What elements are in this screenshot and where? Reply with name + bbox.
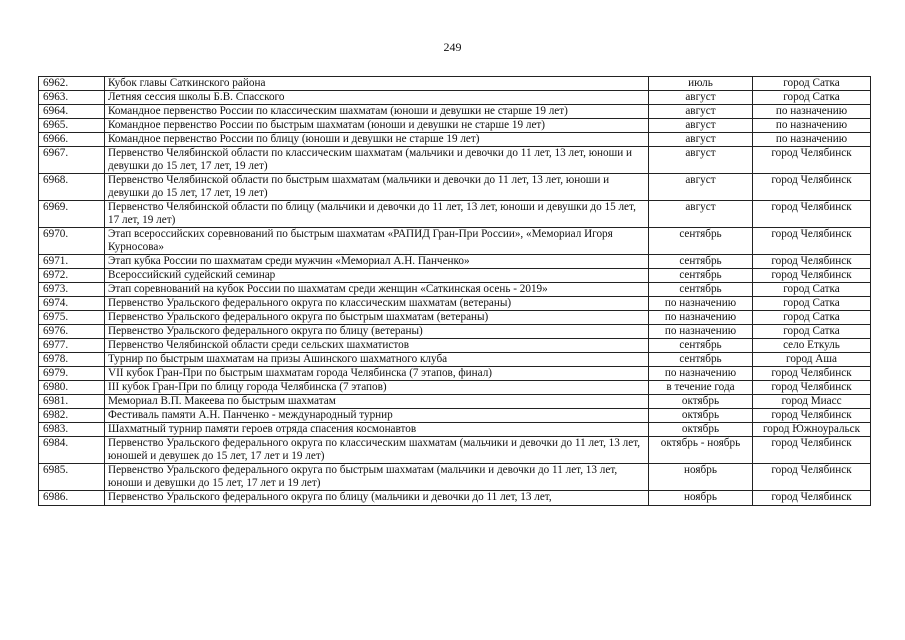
table-row — [39, 297, 871, 311]
row-number: 6986. — [39, 491, 105, 506]
event-date: август — [649, 91, 753, 105]
table-row — [39, 77, 871, 91]
table-row — [39, 174, 871, 201]
table-row — [39, 339, 871, 353]
row-number: 6974. — [39, 297, 105, 311]
event-name: Командное первенство России по блицу (юноши и девушки не старше 19 лет) — [105, 133, 649, 147]
event-date: август — [649, 174, 753, 201]
event-name: Летняя сессия школы Б.В. Спасского — [105, 91, 649, 105]
event-name: Первенство Челябинской области по блицу (мальчики и девочки до 11 лет, 13 лет, юноши и девушки до 15 лет, 17 лет, 19 лет) — [105, 201, 649, 228]
row-number: 6984. — [39, 437, 105, 464]
row-number: 6968. — [39, 174, 105, 201]
event-name: Командное первенство России по быстрым шахматам (юноши и девушки не старше 19 лет) — [105, 119, 649, 133]
event-date: сентябрь — [649, 269, 753, 283]
table-row — [39, 367, 871, 381]
event-date: август — [649, 133, 753, 147]
event-date: по назначению — [649, 367, 753, 381]
event-date: август — [649, 201, 753, 228]
row-number: 6977. — [39, 339, 105, 353]
event-name: VII кубок Гран-При по быстрым шахматам города Челябинска (7 этапов, финал) — [105, 367, 649, 381]
event-name: Первенство Уральского федерального округа по быстрым шахматам (ветераны) — [105, 311, 649, 325]
event-place: город Южноуральск — [753, 423, 871, 437]
table-row — [39, 464, 871, 491]
event-name: III кубок Гран-При по блицу города Челябинска (7 этапов) — [105, 381, 649, 395]
row-number: 6965. — [39, 119, 105, 133]
event-name: Командное первенство России по классическим шахматам (юноши и девушки не старше 19 лет) — [105, 105, 649, 119]
event-name: Первенство Уральского федерального округа по классическим шахматам (ветераны) — [105, 297, 649, 311]
table-row — [39, 381, 871, 395]
event-date: по назначению — [649, 311, 753, 325]
event-name: Этап всероссийских соревнований по быстрым шахматам «РАПИД Гран-При России», «Мемориал Игоря Курносова» — [105, 228, 649, 255]
event-name: Фестиваль памяти А.Н. Панченко - международный турнир — [105, 409, 649, 423]
event-place: город Челябинск — [753, 381, 871, 395]
table-row — [39, 147, 871, 174]
row-number: 6980. — [39, 381, 105, 395]
table-row — [39, 395, 871, 409]
event-date: сентябрь — [649, 353, 753, 367]
table-row — [39, 311, 871, 325]
table-row — [39, 255, 871, 269]
table-row — [39, 325, 871, 339]
event-place: город Сатка — [753, 311, 871, 325]
table-row — [39, 353, 871, 367]
event-name: Первенство Челябинской области по быстрым шахматам (мальчики и девочки до 11 лет, 13 лет, юноши и девушки до 15 лет, 17 лет, 19 лет) — [105, 174, 649, 201]
table-row — [39, 409, 871, 423]
event-name: Шахматный турнир памяти героев отряда спасения космонавтов — [105, 423, 649, 437]
event-name: Этап соревнований на кубок России по шахматам среди женщин «Саткинская осень - 2019» — [105, 283, 649, 297]
event-name: Первенство Уральского федерального округа по быстрым шахматам (мальчики и девочки до 11 лет, 13 лет, юноши и девушки до 15 лет, 17 лет и 19 лет) — [105, 464, 649, 491]
table-row — [39, 105, 871, 119]
event-name: Первенство Уральского федерального округа по блицу (мальчики и девочки до 11 лет, 13 лет, — [105, 491, 649, 506]
event-date: август — [649, 105, 753, 119]
event-place: по назначению — [753, 133, 871, 147]
event-date: июль — [649, 77, 753, 91]
event-name: Первенство Уральского федерального округа по блицу (ветераны) — [105, 325, 649, 339]
event-date: октябрь — [649, 395, 753, 409]
event-date: октябрь — [649, 409, 753, 423]
event-date: август — [649, 119, 753, 133]
table-row — [39, 201, 871, 228]
row-number: 6970. — [39, 228, 105, 255]
table-row — [39, 491, 871, 506]
event-name: Турнир по быстрым шахматам на призы Ашинского шахматного клуба — [105, 353, 649, 367]
event-place: город Челябинск — [753, 409, 871, 423]
event-date: август — [649, 147, 753, 174]
row-number: 6967. — [39, 147, 105, 174]
table-row — [39, 437, 871, 464]
table-row — [39, 119, 871, 133]
event-date: сентябрь — [649, 255, 753, 269]
event-place: город Сатка — [753, 325, 871, 339]
event-place: город Челябинск — [753, 255, 871, 269]
row-number: 6964. — [39, 105, 105, 119]
row-number: 6972. — [39, 269, 105, 283]
row-number: 6981. — [39, 395, 105, 409]
event-name: Первенство Уральского федерального округа по классическим шахматам (мальчики и девочки до 11 лет, 13 лет, юношей и девушек до 15 лет, 17 лет и 19 лет) — [105, 437, 649, 464]
row-number: 6982. — [39, 409, 105, 423]
event-place: по назначению — [753, 105, 871, 119]
event-place: город Аша — [753, 353, 871, 367]
event-date: сентябрь — [649, 228, 753, 255]
event-date: по назначению — [649, 297, 753, 311]
table-row — [39, 91, 871, 105]
event-name: Первенство Челябинской области по классическим шахматам (мальчики и девочки до 11 лет, 13 лет, юноши и девушки до 15 лет, 17 лет, 19 лет) — [105, 147, 649, 174]
event-date: ноябрь — [649, 491, 753, 506]
event-place: село Еткуль — [753, 339, 871, 353]
table-body — [39, 77, 871, 506]
event-place: город Челябинск — [753, 228, 871, 255]
row-number: 6985. — [39, 464, 105, 491]
event-place: город Сатка — [753, 297, 871, 311]
event-place: город Челябинск — [753, 437, 871, 464]
event-place: город Миасс — [753, 395, 871, 409]
event-date: в течение года — [649, 381, 753, 395]
event-place: город Сатка — [753, 283, 871, 297]
table-row — [39, 283, 871, 297]
event-place: город Челябинск — [753, 147, 871, 174]
events-table — [38, 76, 871, 506]
event-place: город Челябинск — [753, 201, 871, 228]
event-name: Этап кубка России по шахматам среди мужчин «Мемориал А.Н. Панченко» — [105, 255, 649, 269]
row-number: 6966. — [39, 133, 105, 147]
row-number: 6978. — [39, 353, 105, 367]
row-number: 6971. — [39, 255, 105, 269]
event-name: Первенство Челябинской области среди сельских шахматистов — [105, 339, 649, 353]
table-row — [39, 133, 871, 147]
row-number: 6962. — [39, 77, 105, 91]
event-place: город Сатка — [753, 91, 871, 105]
event-date: октябрь - ноябрь — [649, 437, 753, 464]
event-name: Всероссийский судейский семинар — [105, 269, 649, 283]
event-place: город Челябинск — [753, 269, 871, 283]
row-number: 6976. — [39, 325, 105, 339]
row-number: 6979. — [39, 367, 105, 381]
event-date: сентябрь — [649, 339, 753, 353]
table-row — [39, 423, 871, 437]
row-number: 6973. — [39, 283, 105, 297]
table-row — [39, 269, 871, 283]
event-date: октябрь — [649, 423, 753, 437]
event-place: по назначению — [753, 119, 871, 133]
page-number: 249 — [443, 40, 462, 54]
table-row — [39, 228, 871, 255]
event-place: город Сатка — [753, 77, 871, 91]
row-number: 6975. — [39, 311, 105, 325]
event-date: ноябрь — [649, 464, 753, 491]
row-number: 6983. — [39, 423, 105, 437]
row-number: 6963. — [39, 91, 105, 105]
row-number: 6969. — [39, 201, 105, 228]
event-place: город Челябинск — [753, 367, 871, 381]
event-date: по назначению — [649, 325, 753, 339]
event-place: город Челябинск — [753, 491, 871, 506]
event-date: сентябрь — [649, 283, 753, 297]
event-name: Мемориал В.П. Макеева по быстрым шахматам — [105, 395, 649, 409]
event-place: город Челябинск — [753, 174, 871, 201]
event-place: город Челябинск — [753, 464, 871, 491]
event-name: Кубок главы Саткинского района — [105, 77, 649, 91]
